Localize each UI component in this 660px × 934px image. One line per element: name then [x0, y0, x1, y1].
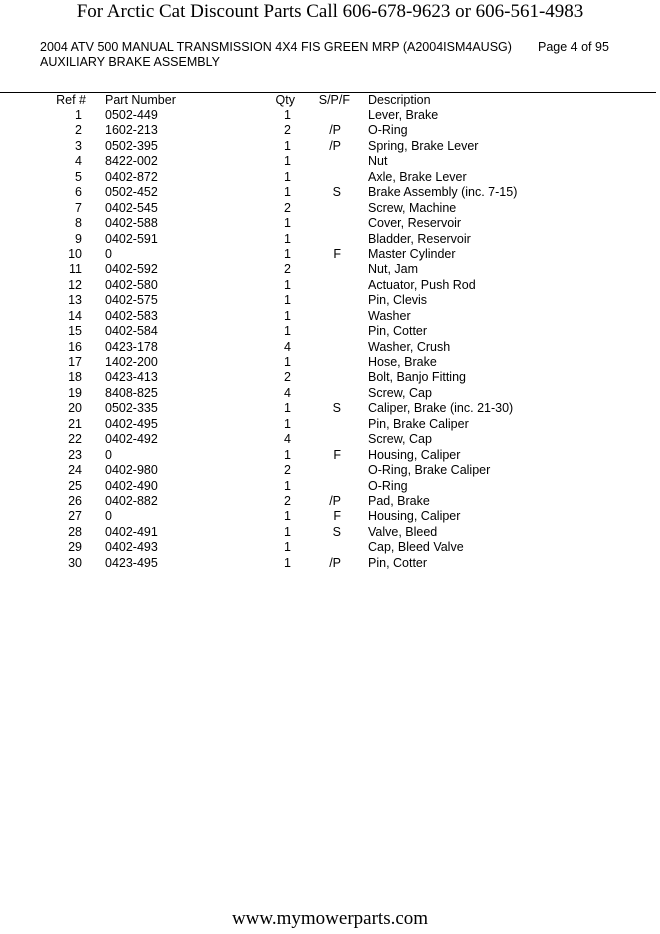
row-qty: 1 [284, 231, 291, 246]
row-part-number: 0 [105, 447, 112, 462]
table-row [0, 479, 656, 494]
row-ref: 9 [75, 231, 82, 246]
row-qty: 2 [284, 463, 291, 478]
row-part-number: 0402-872 [105, 169, 158, 184]
table-row [0, 386, 656, 401]
row-part-number: 0423-495 [105, 555, 158, 570]
row-description: Screw, Cap [368, 432, 432, 447]
row-qty: 1 [284, 138, 291, 153]
row-qty: 1 [284, 169, 291, 184]
row-description: Pin, Cotter [368, 324, 428, 339]
row-part-number: 0402-591 [105, 231, 158, 246]
row-description: O-Ring, Brake Caliper [368, 463, 491, 478]
row-qty: 1 [284, 509, 291, 524]
table-row [0, 278, 656, 293]
table-row [0, 556, 656, 571]
column-header-spf: S/P/F [318, 93, 350, 107]
row-description: Bladder, Reservoir [368, 231, 471, 246]
row-part-number: 0402-492 [105, 432, 158, 447]
row-description: Pad, Brake [368, 493, 430, 508]
table-row [0, 340, 656, 355]
row-part-number: 8408-825 [105, 385, 158, 400]
row-description: Pin, Cotter [368, 555, 428, 570]
assembly-name: AUXILIARY BRAKE ASSEMBLY [40, 55, 220, 69]
row-description: O-Ring [368, 478, 408, 493]
row-ref: 15 [68, 324, 82, 339]
table-row [0, 309, 656, 324]
row-part-number: 0423-413 [105, 370, 158, 385]
document-title: 2004 ATV 500 MANUAL TRANSMISSION 4X4 FIS GREEN MRP (A2004ISM4AUSG) [40, 40, 512, 54]
row-description: Master Cylinder [368, 246, 456, 261]
row-qty: 2 [284, 370, 291, 385]
row-qty: 1 [284, 154, 291, 169]
row-qty: 1 [284, 185, 291, 200]
row-qty: 2 [284, 262, 291, 277]
row-qty: 1 [284, 401, 291, 416]
row-part-number: 0402-882 [105, 493, 158, 508]
row-ref: 8 [75, 216, 82, 231]
row-part-number: 0402-592 [105, 262, 158, 277]
row-description: Pin, Brake Caliper [368, 416, 469, 431]
row-part-number: 1602-213 [105, 123, 158, 138]
row-qty: 1 [284, 524, 291, 539]
row-spf: /P [329, 555, 341, 570]
row-ref: 7 [75, 200, 82, 215]
row-description: Caliper, Brake (inc. 21-30) [368, 401, 514, 416]
table-row [0, 525, 656, 540]
row-description: O-Ring [368, 123, 408, 138]
row-spf: /P [329, 123, 341, 138]
table-row [0, 262, 656, 277]
row-part-number: 0502-452 [105, 185, 158, 200]
table-row [0, 432, 656, 447]
row-qty: 4 [284, 339, 291, 354]
row-qty: 4 [284, 385, 291, 400]
row-part-number: 0402-584 [105, 324, 158, 339]
row-ref: 21 [68, 416, 82, 431]
row-description: Bolt, Banjo Fitting [368, 370, 466, 385]
row-ref: 25 [68, 478, 82, 493]
column-header-qty: Qty [275, 93, 295, 107]
column-header-ref: Ref # [56, 93, 86, 107]
row-description: Cap, Bleed Valve [368, 540, 464, 555]
parts-table [0, 108, 656, 571]
table-row [0, 232, 656, 247]
row-spf: /P [329, 493, 341, 508]
row-qty: 1 [284, 324, 291, 339]
row-part-number: 0502-335 [105, 401, 158, 416]
table-row [0, 154, 656, 169]
row-part-number: 0402-545 [105, 200, 158, 215]
table-row [0, 123, 656, 138]
website-footer: www.mymowerparts.com [231, 908, 429, 929]
discount-phone-banner: For Arctic Cat Discount Parts Call 606-678-9623 or 606-561-4983 [76, 1, 584, 22]
row-part-number: 0502-449 [105, 108, 158, 122]
row-ref: 17 [68, 355, 82, 369]
row-ref: 10 [68, 246, 82, 261]
table-row [0, 448, 656, 463]
row-qty: 1 [284, 555, 291, 570]
row-description: Washer [368, 308, 411, 323]
row-part-number: 0402-583 [105, 308, 158, 323]
row-qty: 1 [284, 478, 291, 493]
row-ref: 6 [75, 185, 82, 200]
row-qty: 1 [284, 216, 291, 231]
row-description: Housing, Caliper [368, 447, 461, 462]
table-row [0, 216, 656, 231]
row-ref: 11 [69, 262, 82, 277]
row-part-number: 0 [105, 246, 112, 261]
row-description: Axle, Brake Lever [368, 169, 467, 184]
row-spf: F [333, 246, 341, 261]
row-description: Screw, Machine [368, 200, 457, 215]
row-part-number: 1402-200 [105, 355, 158, 369]
row-qty: 2 [284, 200, 291, 215]
row-part-number: 0402-490 [105, 478, 158, 493]
row-qty: 2 [284, 123, 291, 138]
row-ref: 30 [68, 555, 82, 570]
row-part-number: 0 [105, 509, 112, 524]
page-number: Page 4 of 95 [538, 40, 609, 54]
table-row [0, 293, 656, 308]
row-part-number: 0402-980 [105, 463, 158, 478]
row-ref: 24 [68, 463, 82, 478]
table-row [0, 417, 656, 432]
row-description: Valve, Bleed [368, 524, 438, 539]
row-ref: 12 [68, 277, 82, 292]
table-row [0, 494, 656, 509]
column-header-part-number: Part Number [105, 93, 176, 107]
table-row [0, 355, 656, 370]
row-spf: S [332, 401, 341, 416]
row-description: Nut, Jam [368, 262, 419, 277]
row-qty: 4 [284, 432, 291, 447]
row-ref: 26 [68, 493, 82, 508]
row-ref: 2 [75, 123, 82, 138]
table-row [0, 540, 656, 555]
table-row [0, 247, 656, 262]
row-qty: 1 [284, 108, 291, 122]
row-description: Nut [368, 154, 388, 169]
row-spf: F [333, 509, 341, 524]
row-part-number: 0402-493 [105, 540, 158, 555]
row-qty: 1 [284, 540, 291, 555]
table-row [0, 324, 656, 339]
row-description: Washer, Crush [368, 339, 451, 354]
row-ref: 18 [68, 370, 82, 385]
row-qty: 1 [284, 308, 291, 323]
row-description: Spring, Brake Lever [368, 138, 479, 153]
row-part-number: 0402-495 [105, 416, 158, 431]
row-ref: 16 [68, 339, 82, 354]
row-spf: F [333, 447, 341, 462]
row-description: Lever, Brake [368, 108, 439, 122]
row-part-number: 0402-575 [105, 293, 158, 308]
table-row [0, 170, 656, 185]
table-row [0, 463, 656, 478]
row-qty: 1 [284, 246, 291, 261]
row-part-number: 8422-002 [105, 154, 158, 169]
row-ref: 14 [68, 308, 82, 323]
row-part-number: 0402-588 [105, 216, 158, 231]
row-ref: 29 [68, 540, 82, 555]
table-row [0, 185, 656, 200]
row-qty: 1 [284, 416, 291, 431]
row-spf: S [332, 185, 341, 200]
row-qty: 1 [284, 293, 291, 308]
row-description: Cover, Reservoir [368, 216, 462, 231]
row-part-number: 0402-580 [105, 277, 158, 292]
row-ref: 5 [75, 169, 82, 184]
row-description: Hose, Brake [368, 355, 437, 369]
row-part-number: 0502-395 [105, 138, 158, 153]
row-qty: 2 [284, 493, 291, 508]
table-row [0, 509, 656, 524]
row-description: Housing, Caliper [368, 509, 461, 524]
row-spf: S [332, 524, 341, 539]
table-row [0, 139, 656, 154]
row-description: Pin, Clevis [368, 293, 428, 308]
row-ref: 27 [68, 509, 82, 524]
row-part-number: 0402-491 [105, 524, 158, 539]
row-spf: /P [329, 138, 341, 153]
row-ref: 1 [75, 108, 82, 122]
row-ref: 19 [68, 385, 82, 400]
table-row [0, 108, 656, 123]
row-ref: 4 [75, 154, 82, 169]
row-ref: 28 [68, 524, 82, 539]
row-ref: 22 [68, 432, 82, 447]
row-part-number: 0423-178 [105, 339, 158, 354]
table-row [0, 401, 656, 416]
table-row [0, 370, 656, 385]
row-description: Screw, Cap [368, 385, 432, 400]
row-qty: 1 [284, 355, 291, 369]
row-qty: 1 [284, 447, 291, 462]
row-description: Brake Assembly (inc. 7-15) [368, 185, 518, 200]
row-qty: 1 [284, 277, 291, 292]
row-ref: 3 [75, 138, 82, 153]
row-ref: 13 [68, 293, 82, 308]
column-header-description: Description [368, 93, 431, 107]
row-ref: 23 [68, 447, 82, 462]
table-row [0, 201, 656, 216]
row-ref: 20 [68, 401, 82, 416]
row-description: Actuator, Push Rod [368, 277, 476, 292]
